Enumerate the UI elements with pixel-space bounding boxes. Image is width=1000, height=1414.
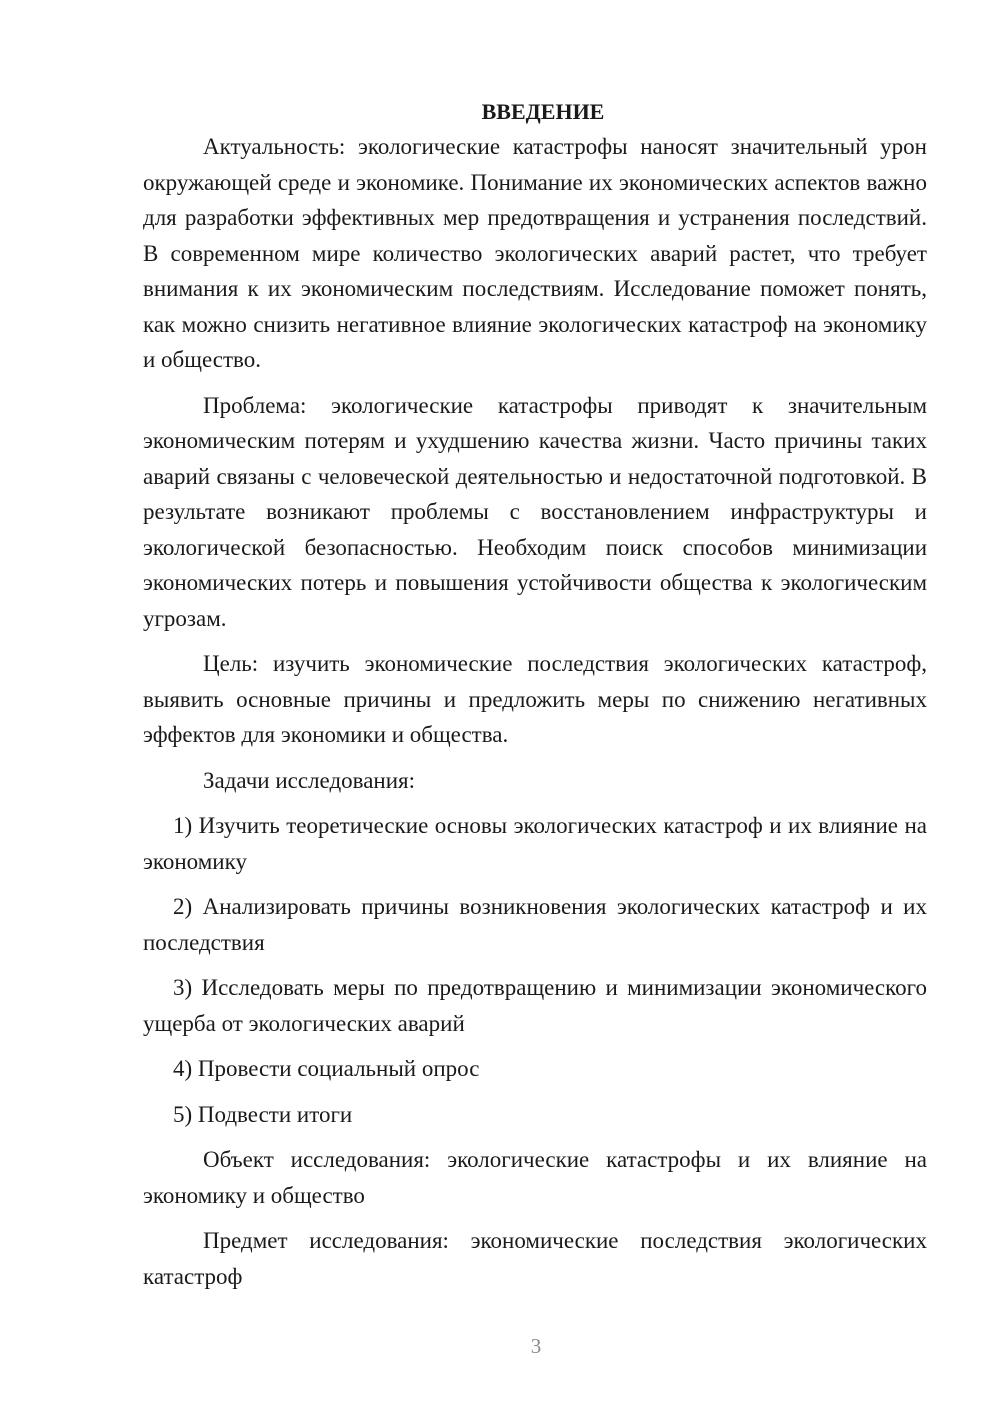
tasks-heading: Задачи исследования: [203, 767, 416, 793]
paragraph-goal: Цель: изучить экономические последствия экологических катастроф, выявить основные причины и предложить меры по снижению негативных эффектов для экономики и общества. [143, 651, 927, 747]
task-item-1: 1) Изучить теоретические основы экологических катастроф и их влияние на экономику [143, 813, 927, 874]
paragraph-subject: Предмет исследования: экономические последствия экологических катастроф [143, 1228, 927, 1289]
document-body [143, 94, 927, 1304]
paragraph-problem: Проблема: экологические катастрофы приводят к значительным экономическим потерям и ухудшению качества жизни. Часто причины таких аварий связаны с человеческой деятельностью и недостаточной подготовкой. В результате возникают проблемы с восстановлением инфраструктуры и экологической безопасностью. Необходим поиск способов минимизации экономических потерь и повышения устойчивости общества к экологическим угрозам. [143, 392, 927, 631]
paragraph-object: Объект исследования: экологические катастрофы и их влияние на экономику и общество [143, 1147, 927, 1208]
section-title: ВВЕДЕНИЕ [481, 99, 605, 124]
page-number: 3 [530, 1334, 542, 1358]
paragraph-relevance: Актуальность: экологические катастрофы наносят значительный урон окружающей среде и экономике. Понимание их экономических аспектов важно для разработки эффективных мер предотвращения и устранения последствий. В современном мире количество экологических аварий растет, что требует внимания к их экономическим последствиям. Исследование поможет понять, как можно снизить негативное влияние экологических катастроф на экономику и общество. [143, 134, 927, 372]
task-item-4: 4) Провести социальный опрос [173, 1056, 480, 1081]
task-item-5: 5) Подвести итоги [173, 1101, 353, 1127]
task-item-2: 2) Анализировать причины возникновения экологических катастроф и их последствия [143, 894, 927, 955]
task-item-3: 3) Исследовать меры по предотвращению и минимизации экономического ущерба от экологических аварий [143, 975, 927, 1036]
